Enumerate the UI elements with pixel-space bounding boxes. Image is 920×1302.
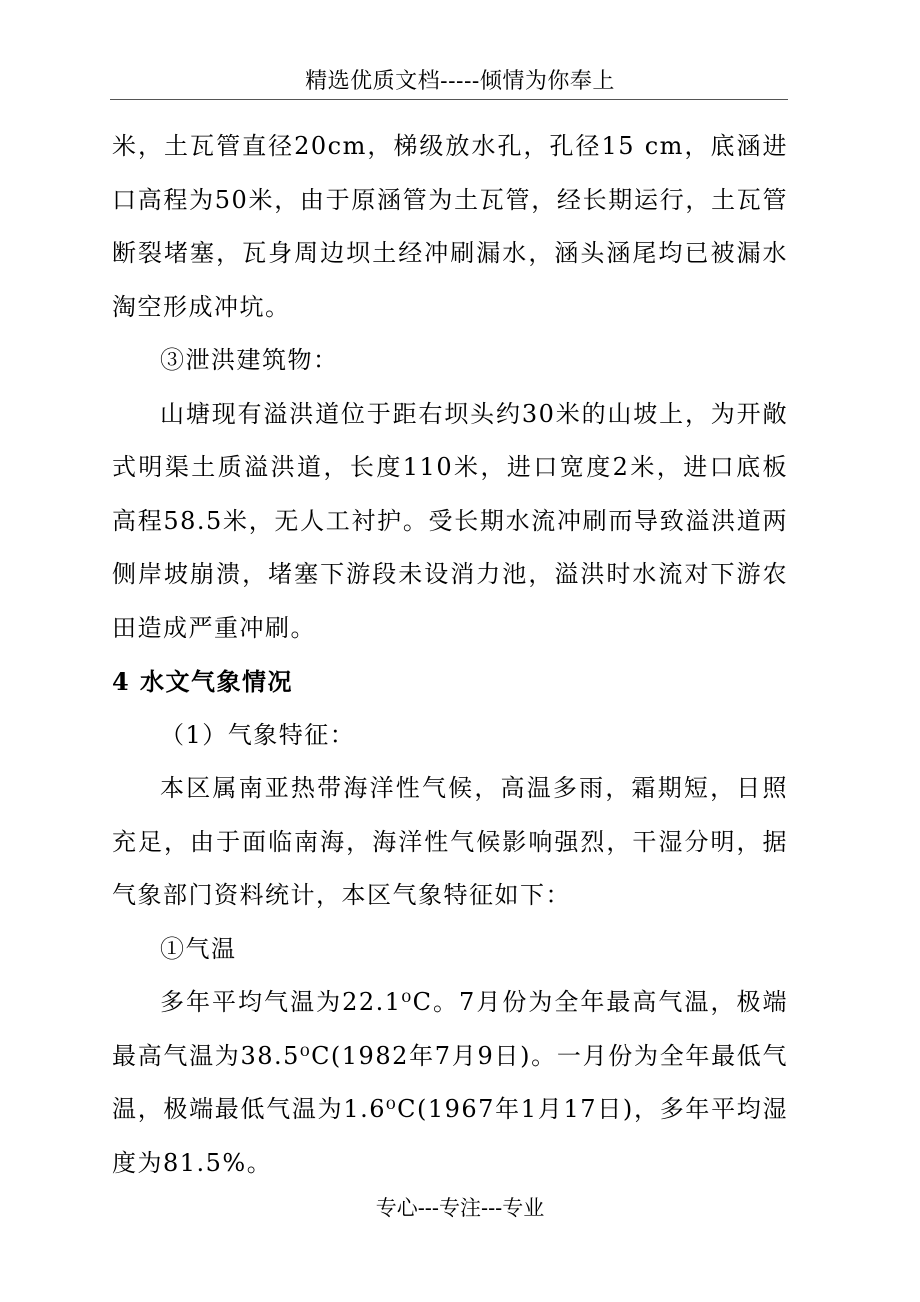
paragraph-climate: 本区属南亚热带海洋性气候，高温多雨，霜期短，日照充足，由于面临南海，海洋性气候影响强烈，干湿分明，据气象部门资料统计，本区气象特征如下： [112,774,788,909]
document-body [112,120,788,1190]
subheading-climate: （1）气象特征： [160,720,356,749]
section-heading-hydrology: 4 水文气象情况 [112,667,294,696]
page-header: 精选优质文档-----倾情为你奉上 [305,69,615,94]
subheading-temperature: ①气温 [160,934,237,963]
paragraph-spillway: 山塘现有溢洪道位于距右坝头约30米的山坡上，为开敞式明渠土质溢洪道，长度110米，进口宽度2米，进口底板高程58.5米，无人工衬护。受长期水流冲刷而导致溢洪道两侧岸坡崩溃，堵塞下游段未设消力池，溢洪时水流对下游农田造成严重冲刷。 [112,399,788,642]
paragraph-temperature: 多年平均气温为22.1⁰C。7月份为全年最高气温，极端最高气温为38.5⁰C(1982年7月9日)。一月份为全年最低气温，极端最低气温为1.6⁰C(1967年1月17日)，多年平均湿度为81.5%。 [112,988,788,1177]
subheading-spillway: ③泄洪建筑物： [160,346,339,374]
paragraph-culvert-continued: 米，土瓦管直径20cm，梯级放水孔，孔径15 cm，底涵进口高程为50米，由于原涵管为土瓦管，经长期运行，土瓦管断裂堵塞，瓦身周边坝土经冲刷漏水，涵头涵尾均已被漏水淘空形成冲坑。 [112,132,788,321]
header-divider [110,99,788,100]
page-footer: 专心---专注---专业 [375,1196,545,1220]
